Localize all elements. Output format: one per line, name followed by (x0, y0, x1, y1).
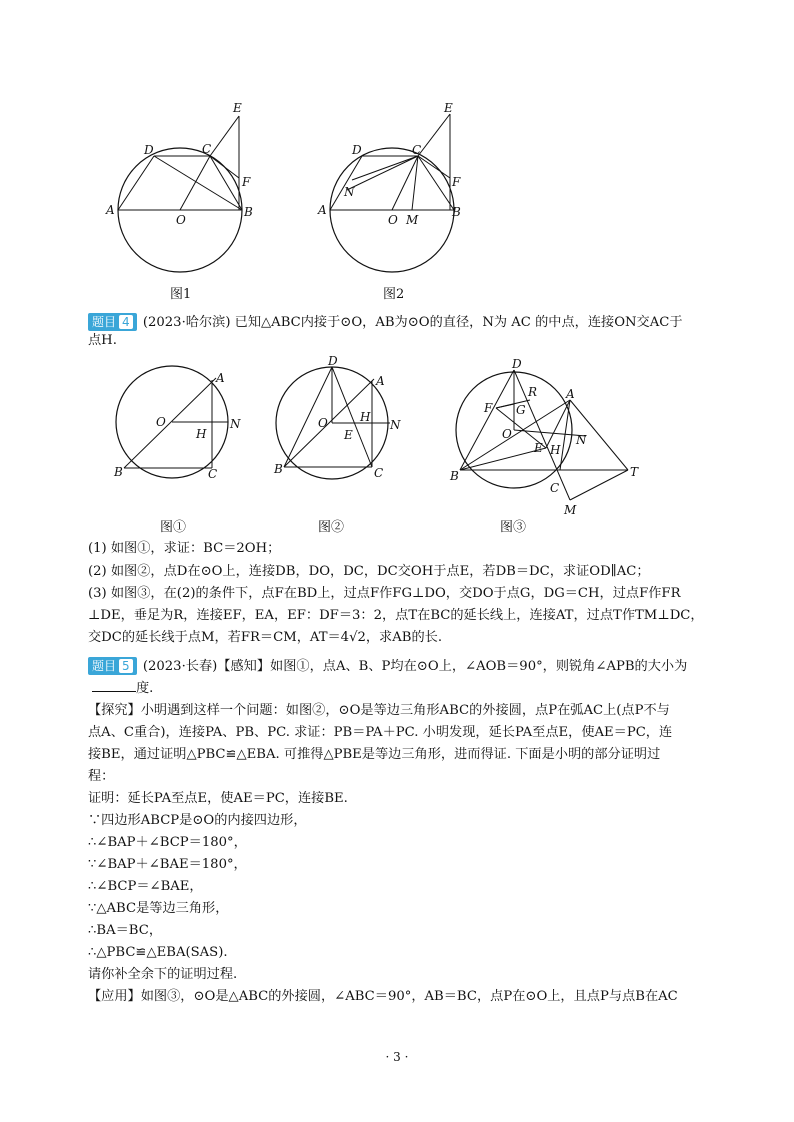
figure-1 (100, 98, 260, 278)
label-F: F (484, 401, 493, 415)
label-D: D (144, 143, 154, 157)
label-M: M (406, 213, 419, 227)
label-O: O (318, 416, 328, 430)
label-A: A (376, 374, 385, 388)
q5-proof-6: ∵△ABC是等边三角形， (88, 901, 229, 916)
label-F: F (242, 175, 251, 189)
q5-proof-5: ∴∠BCP＝∠BAE， (88, 879, 203, 894)
q4-part3-b: ⊥DE，垂足为R，连接EF，EA，EF：DF＝3：2，点T在BC的延长线上，连接AT，过点T作TM⊥DC， (88, 608, 704, 623)
label-E: E (534, 441, 543, 455)
label-C: C (412, 143, 422, 157)
label-B: B (274, 462, 283, 476)
label-N: N (390, 418, 401, 432)
q5-line2: 度. (92, 679, 153, 698)
label-A: A (566, 387, 575, 401)
label-E: E (233, 101, 242, 115)
label-C: C (208, 467, 218, 481)
q4-figure-2 (270, 355, 410, 485)
label-D: D (352, 143, 362, 157)
q4-line1: 题目 4 (2023·哈尔滨) 已知△ABC内接于⊙O，AB为⊙O的直径，N为 AC 的中点，连接ON交AC于 (88, 313, 683, 332)
label-O: O (502, 427, 512, 441)
q5-proof-8: ∴△PBC≌△EBA(SAS). (88, 945, 228, 960)
label-N: N (230, 417, 241, 431)
q5-proof-2: ∵四边形ABCP是⊙O的内接四边形， (88, 813, 307, 828)
q5-proof-3: ∴∠BAP＋∠BCP＝180°， (88, 835, 247, 850)
answer-blank[interactable] (92, 679, 136, 692)
q4-line2: 点H. (88, 333, 117, 348)
q4-figure-3 (446, 358, 646, 518)
label-H: H (550, 443, 561, 457)
label-A: A (216, 371, 225, 385)
label-M: M (564, 503, 577, 517)
label-G: G (516, 403, 526, 417)
label-C: C (202, 142, 212, 156)
q5-explore-2: 点A、C重合)，连接PA、PB、PC. 求证：PB＝PA＋PC. 小明发现，延长PA至点E，使AE＝PC，连 (88, 725, 673, 740)
label-H: H (196, 427, 207, 441)
label-A: A (318, 203, 327, 217)
label-C: C (374, 466, 384, 480)
q4-figure-3-caption: 图③ (500, 520, 527, 535)
q5-explore-4: 程： (88, 769, 115, 784)
label-B: B (452, 205, 461, 219)
q4-figure-2-caption: 图② (318, 520, 345, 535)
q4-part2: (2) 如图②，点D在⊙O上，连接DB，DO，DC，DC交OH于点E，若DB＝DC，求证OD∥AC； (88, 564, 650, 579)
label-N: N (344, 185, 355, 199)
label-C: C (550, 481, 560, 495)
label-T: T (630, 465, 639, 479)
label-A: A (106, 203, 115, 217)
label-R: R (528, 385, 538, 399)
label-F: F (452, 175, 461, 189)
figure-1-caption: 图1 (170, 287, 192, 302)
label-D: D (328, 355, 338, 368)
label-H: H (360, 410, 371, 424)
figure-2 (312, 98, 472, 278)
label-N: N (576, 433, 587, 447)
label-O: O (156, 415, 166, 429)
q5-explore-1: 【探究】小明遇到这样一个问题：如图②，⊙O是等边三角形ABC的外接圆，点P在弧AC上(点P不与 (88, 703, 670, 718)
q5-proof-9: 请你补全余下的证明过程. (88, 967, 238, 982)
q5-application: 【应用】如图③，⊙O是△ABC的外接圆，∠ABC＝90°，AB＝BC，点P在⊙O上，且点P与点B在AC (88, 989, 678, 1004)
q4-figure-1 (104, 360, 254, 488)
q5-proof-4: ∵∠BAP＋∠BAE＝180°， (88, 857, 247, 872)
label-B: B (244, 205, 253, 219)
q4-badge: 题目 4 (88, 313, 137, 331)
label-D: D (512, 358, 522, 371)
label-E: E (344, 428, 353, 442)
q5-explore-3: 接BE，通过证明△PBC≌△EBA. 可推得△PBE是等边三角形，进而得证. 下面是小明的部分证明过 (88, 747, 661, 762)
q4-part1: (1) 如图①，求证：BC＝2OH； (88, 541, 281, 556)
label-O: O (388, 213, 398, 227)
label-E: E (444, 101, 453, 115)
page-number: · 3 · (385, 1050, 409, 1064)
q5-line1: 题目 5 (2023·长春)【感知】如图①，点A、B、P均在⊙O上，∠AOB＝90°，则锐角∠APB的大小为 (88, 657, 687, 676)
label-B: B (114, 465, 123, 479)
q5-badge: 题目 5 (88, 657, 137, 675)
label-O: O (176, 213, 186, 227)
figure-2-caption: 图2 (383, 287, 405, 302)
label-B: B (450, 469, 459, 483)
q5-proof-1: 证明：延长PA至点E，使AE＝PC，连接BE. (88, 791, 348, 806)
q4-part3-c: 交DC的延长线于点M，若FR＝CM，AT＝4√2，求AB的长. (88, 630, 443, 645)
q5-proof-7: ∴BA＝BC， (88, 923, 163, 938)
q4-figure-1-caption: 图① (160, 520, 187, 535)
q4-part3-a: (3) 如图③，在(2)的条件下，点F在BD上，过点F作FG⊥DO，交DO于点G，DG＝CH，过点F作FR (88, 586, 681, 601)
